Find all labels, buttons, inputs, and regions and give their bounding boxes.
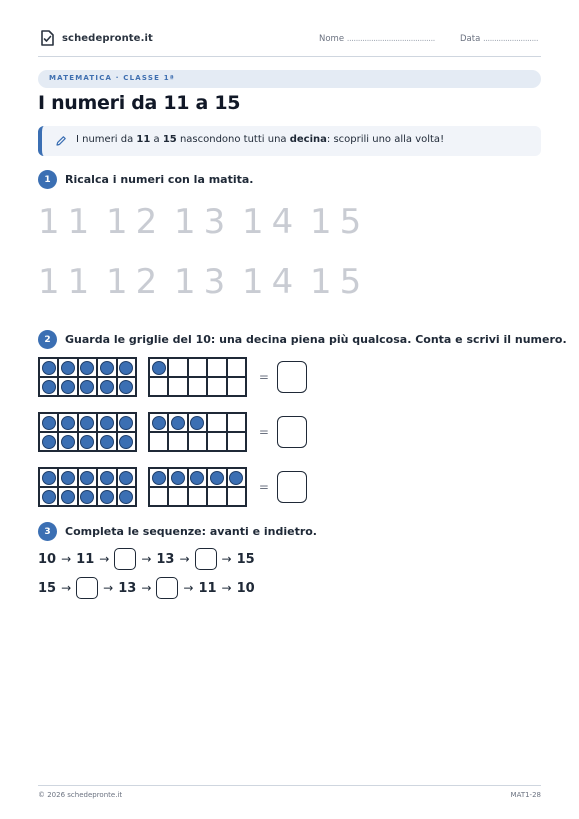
counter-dot [152,361,166,375]
page-title: I numeri da 11 a 15 [38,92,241,114]
counter-dot [119,435,133,449]
name-dots: ........................................ [346,34,435,44]
intro-text-part: nascondono tutti una [176,134,290,145]
counter-dot [100,490,114,504]
counter-dot [61,490,75,504]
counter-dot [61,361,75,375]
counter-dot [210,471,224,485]
section-1-heading [38,170,253,189]
counter-dot [42,361,56,375]
sequence-blank-box[interactable] [156,577,178,599]
sequence-number: 11 [198,580,217,596]
counter-dot [152,416,166,430]
subject-badge [38,70,541,88]
ten-frame-cell [168,468,187,487]
trace-number[interactable]: 15 [310,262,370,302]
trace-number[interactable]: 12 [106,262,166,302]
counter-dot [80,490,94,504]
worksheet-page [38,0,567,819]
ten-frame [148,467,247,507]
intro-text-part: I numeri da [76,134,137,145]
counter-dot [119,416,133,430]
ten-frame-cell [227,468,246,487]
ten-frame-cell [207,377,226,396]
counter-dot [61,435,75,449]
counter-dot [152,471,166,485]
date-field[interactable] [460,34,538,44]
arrow-right-icon: → [61,552,72,566]
ten-frame-cell [207,432,226,451]
ten-frame-cell [58,358,77,377]
brand [38,29,153,47]
ten-frame-cell [78,487,97,506]
counter-dot [100,435,114,449]
ten-frame-cell [149,377,168,396]
ten-frame-cell [39,377,58,396]
ten-frame-cell [149,358,168,377]
arrow-right-icon: → [141,581,152,595]
counter-dot [100,416,114,430]
subject-badge-label: MATEMATICA · CLASSE 1ª [49,74,175,82]
equals-sign: = [258,480,269,494]
sequence-number: 11 [76,551,95,567]
intro-word-decina: decina [289,134,327,145]
answer-box[interactable] [277,471,307,503]
counter-dot [80,361,94,375]
ten-frame-cell [149,487,168,506]
counter-dot [100,361,114,375]
date-label: Data [460,34,481,44]
ten-frame [38,467,137,507]
page-footer [38,785,541,799]
ten-frame-cell [58,377,77,396]
counter-dot [80,380,94,394]
footer-copyright: © 2026 schedepronte.it [38,791,123,799]
intro-text [76,134,444,145]
ten-frame-cell [117,413,136,432]
counter-dot [42,416,56,430]
counter-dot [119,471,133,485]
intro-number-11: 11 [136,134,151,145]
pencil-icon [55,135,67,147]
ten-frame-cell [39,468,58,487]
checklist-logo-icon [38,29,56,47]
sequence-number: 13 [156,551,175,567]
name-field[interactable] [319,34,435,44]
date-dots: ......................... [483,34,539,44]
counter-dot [119,490,133,504]
ten-frame [148,412,247,452]
trace-number[interactable]: 12 [106,202,166,242]
ten-frame-cell [78,358,97,377]
counter-dot [80,435,94,449]
arrow-right-icon: → [99,552,110,566]
sequence-blank-box[interactable] [195,548,217,570]
ten-frame [38,357,137,397]
intro-number-15: 15 [162,134,177,145]
counter-dot [100,380,114,394]
section-number: 3 [38,522,57,541]
counter-dot [42,435,56,449]
number-sequence [38,548,255,570]
arrow-right-icon: → [179,552,190,566]
ten-frame-cell [117,432,136,451]
trace-number[interactable]: 14 [242,202,302,242]
intro-text-part: : scoprili uno alla volta! [326,134,445,145]
ten-frame-cell [58,432,77,451]
counter-dot [100,471,114,485]
ten-frame-cell [97,413,116,432]
ten-frame-cell [188,468,207,487]
ten-frame-cell [97,358,116,377]
ten-frame [38,412,137,452]
ten-frame-row [38,467,307,507]
ten-frame-cell [78,432,97,451]
ten-frame [148,357,247,397]
trace-row-2[interactable] [38,262,378,302]
counter-dot [119,361,133,375]
footer-code: MAT1-28 [510,791,541,799]
intro-text-part: a [150,134,163,145]
ten-frame-cell [227,432,246,451]
intro-callout [38,126,541,156]
arrow-right-icon: → [221,552,232,566]
counter-dot [80,416,94,430]
ten-frame-row [38,412,307,452]
trace-number[interactable]: 15 [310,202,370,242]
ten-frame-cell [168,487,187,506]
counter-dot [119,380,133,394]
ten-frame-cell [117,468,136,487]
counter-dot [171,471,185,485]
trace-number[interactable]: 11 [38,202,98,242]
ten-frame-cell [78,413,97,432]
ten-frame-cell [149,413,168,432]
ten-frame-cell [227,358,246,377]
counter-dot [190,416,204,430]
trace-number[interactable]: 13 [174,202,234,242]
trace-number[interactable]: 14 [242,262,302,302]
arrow-right-icon: → [103,581,114,595]
ten-frame-cell [117,487,136,506]
sequence-number: 10 [236,580,255,596]
ten-frame-cell [188,413,207,432]
ten-frame-cell [168,358,187,377]
ten-frame-cell [188,358,207,377]
trace-number[interactable]: 13 [174,262,234,302]
ten-frame-cell [207,487,226,506]
ten-frame-row [38,357,307,397]
ten-frame-cell [227,487,246,506]
ten-frame-cell [117,377,136,396]
counter-dot [190,471,204,485]
ten-frame-cell [149,468,168,487]
ten-frame-cell [78,377,97,396]
equals-sign: = [258,425,269,439]
ten-frame-cell [168,377,187,396]
answer-box[interactable] [277,416,307,448]
trace-row-1[interactable] [38,202,378,242]
counter-dot [80,471,94,485]
arrow-right-icon: → [141,552,152,566]
section-3-heading [38,522,317,541]
ten-frame-cell [39,358,58,377]
ten-frame-cell [188,377,207,396]
sequence-number: 10 [38,551,57,567]
section-2-heading [38,330,567,349]
ten-frame-cell [97,432,116,451]
ten-frame-cell [58,468,77,487]
equals-sign: = [258,370,269,384]
ten-frame-cell [227,413,246,432]
page-header [38,29,541,57]
sequence-number: 15 [236,551,255,567]
counter-dot [61,380,75,394]
counter-dot [42,380,56,394]
number-sequence [38,577,255,599]
ten-frame-cell [168,413,187,432]
ten-frame-cell [168,432,187,451]
ten-frame-cell [188,487,207,506]
ten-frame-cell [207,468,226,487]
arrow-right-icon: → [183,581,194,595]
ten-frame-cell [227,377,246,396]
sequence-number: 13 [118,580,137,596]
counter-dot [42,490,56,504]
sequence-blank-box[interactable] [114,548,136,570]
ten-frame-cell [117,358,136,377]
sequence-number: 15 [38,580,57,596]
ten-frame-cell [39,487,58,506]
ten-frame-cell [149,432,168,451]
name-label: Nome [319,34,345,44]
counter-dot [171,416,185,430]
ten-frame-cell [58,413,77,432]
ten-frame-cell [207,413,226,432]
ten-frame-cell [39,432,58,451]
ten-frame-cell [97,468,116,487]
ten-frame-cell [207,358,226,377]
ten-frame-cell [39,413,58,432]
ten-frame-cell [58,487,77,506]
sequence-blank-box[interactable] [76,577,98,599]
ten-frame-cell [188,432,207,451]
section-title: Guarda le griglie del 10: una decina piena più qualcosa. Conta e scrivi il numero. [65,333,567,346]
section-title: Completa le sequenze: avanti e indietro. [65,525,317,538]
trace-number[interactable]: 11 [38,262,98,302]
answer-box[interactable] [277,361,307,393]
counter-dot [61,471,75,485]
counter-dot [61,416,75,430]
section-number: 1 [38,170,57,189]
counter-dot [42,471,56,485]
section-number: 2 [38,330,57,349]
ten-frame-cell [78,468,97,487]
ten-frame-cell [97,377,116,396]
counter-dot [229,471,243,485]
ten-frame-cell [97,487,116,506]
arrow-right-icon: → [221,581,232,595]
brand-name: schedepronte.it [62,32,153,44]
arrow-right-icon: → [61,581,72,595]
section-title: Ricalca i numeri con la matita. [65,173,254,186]
